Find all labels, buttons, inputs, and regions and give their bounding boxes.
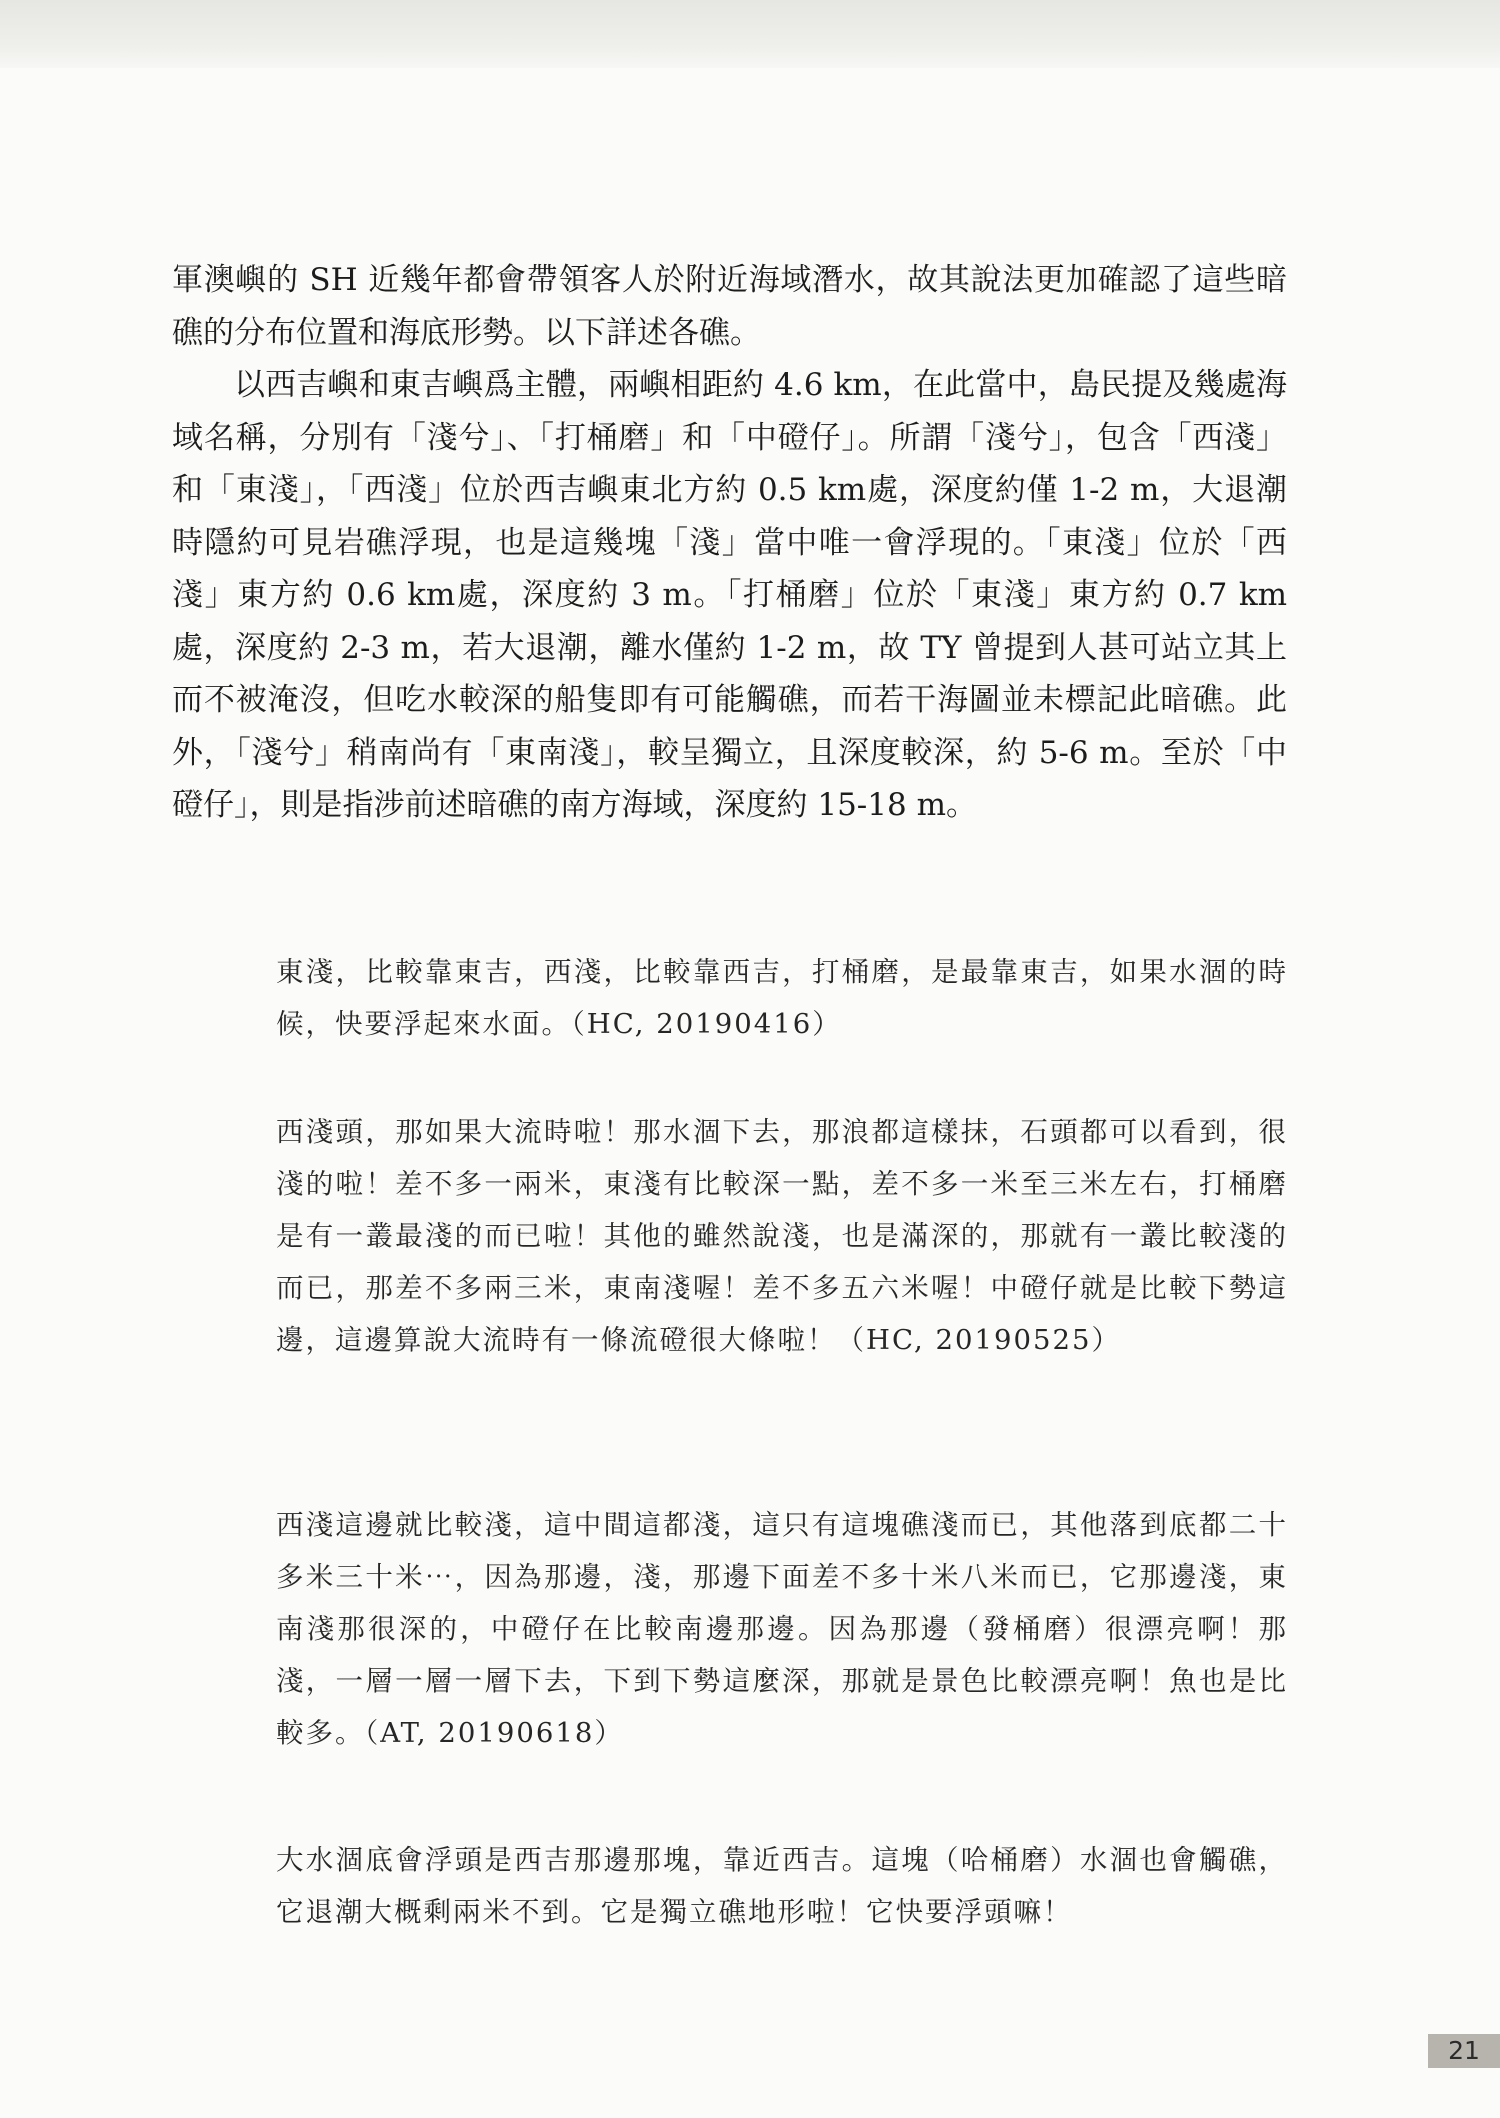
- main-text: [172, 254, 1287, 832]
- page-number: 21: [1428, 2034, 1500, 2068]
- interview-quote-3: 西淺這邊就比較淺，這中間這都淺，這只有這塊礁淺而已，其他落到底都二十多米三十米⋯，因為那邊，淺，那邊下面差不多十米八米而已，它那邊淺，東南淺那很深的，中磴仔在比較南邊那邊。因為那邊（發桶磨）很漂亮啊！那淺，一層一層一層下去，下到下勢這麼深，那就是景色比較漂亮啊！魚也是比較多。（AT, 20190618）: [276, 1509, 1288, 1749]
- interview-quote-4: 大水涸底會浮頭是西吉那邊那塊，靠近西吉。這塊（哈桶磨）水涸也會觸礁，它退潮大概剩兩米不到。它是獨立礁地形啦！它快要浮頭嘛！: [276, 1844, 1288, 1928]
- scan-top-edge: [0, 0, 1500, 68]
- paragraph-1: 軍澳嶼的 SH 近幾年都會帶領客人於附近海域潛水，故其說法更加確認了這些暗礁的分布位置和海底形勢。以下詳述各礁。: [172, 262, 1287, 351]
- paragraph-2: 以西吉嶼和東吉嶼爲主體，兩嶼相距約 4.6 km，在此當中，島民提及幾處海域名稱，分別有「淺兮」、「打桶磨」和「中磴仔」。所謂「淺兮」，包含「西淺」和「東淺」，「西淺」位於西吉嶼東北方約 0.5 km處，深度約僅 1-2 m，大退潮時隱約可見岩礁浮現，也是這幾塊「淺」當中唯一會浮現的。「東淺」位於「西淺」東方約 0.6 km處，深度約 3 m。「打桶磨」位於「東淺」東方約 0.7 km處，深度約 2-3 m，若大退潮，離水僅約 1-2 m，故 TY 曾提到人甚可站立其上而不被淹沒，但吃水較深的船隻即有可能觸礁，而若干海圖並未標記此暗礁。此外，「淺兮」稍南尚有「東南淺」，較呈獨立，且深度較深，約 5-6 m。至於「中磴仔」，則是指涉前述暗礁的南方海域，深度約 15-18 m。: [172, 367, 1287, 823]
- interview-quote-1: 東淺，比較靠東吉，西淺，比較靠西吉，打桶磨，是最靠東吉，如果水涸的時候，快要浮起來水面。（HC, 20190416）: [276, 956, 1288, 1040]
- interview-quote-2: 西淺頭，那如果大流時啦！那水涸下去，那浪都這樣抹，石頭都可以看到，很淺的啦！差不多一兩米，東淺有比較深一點，差不多一米至三米左右，打桶磨是有一叢最淺的而已啦！其他的雖然說淺，也是滿深的，那就有一叢比較淺的而已，那差不多兩三米，東南淺喔！差不多五六米喔！中磴仔就是比較下勢這邊，這邊算說大流時有一條流磴很大條啦！（HC, 20190525）: [276, 1116, 1288, 1356]
